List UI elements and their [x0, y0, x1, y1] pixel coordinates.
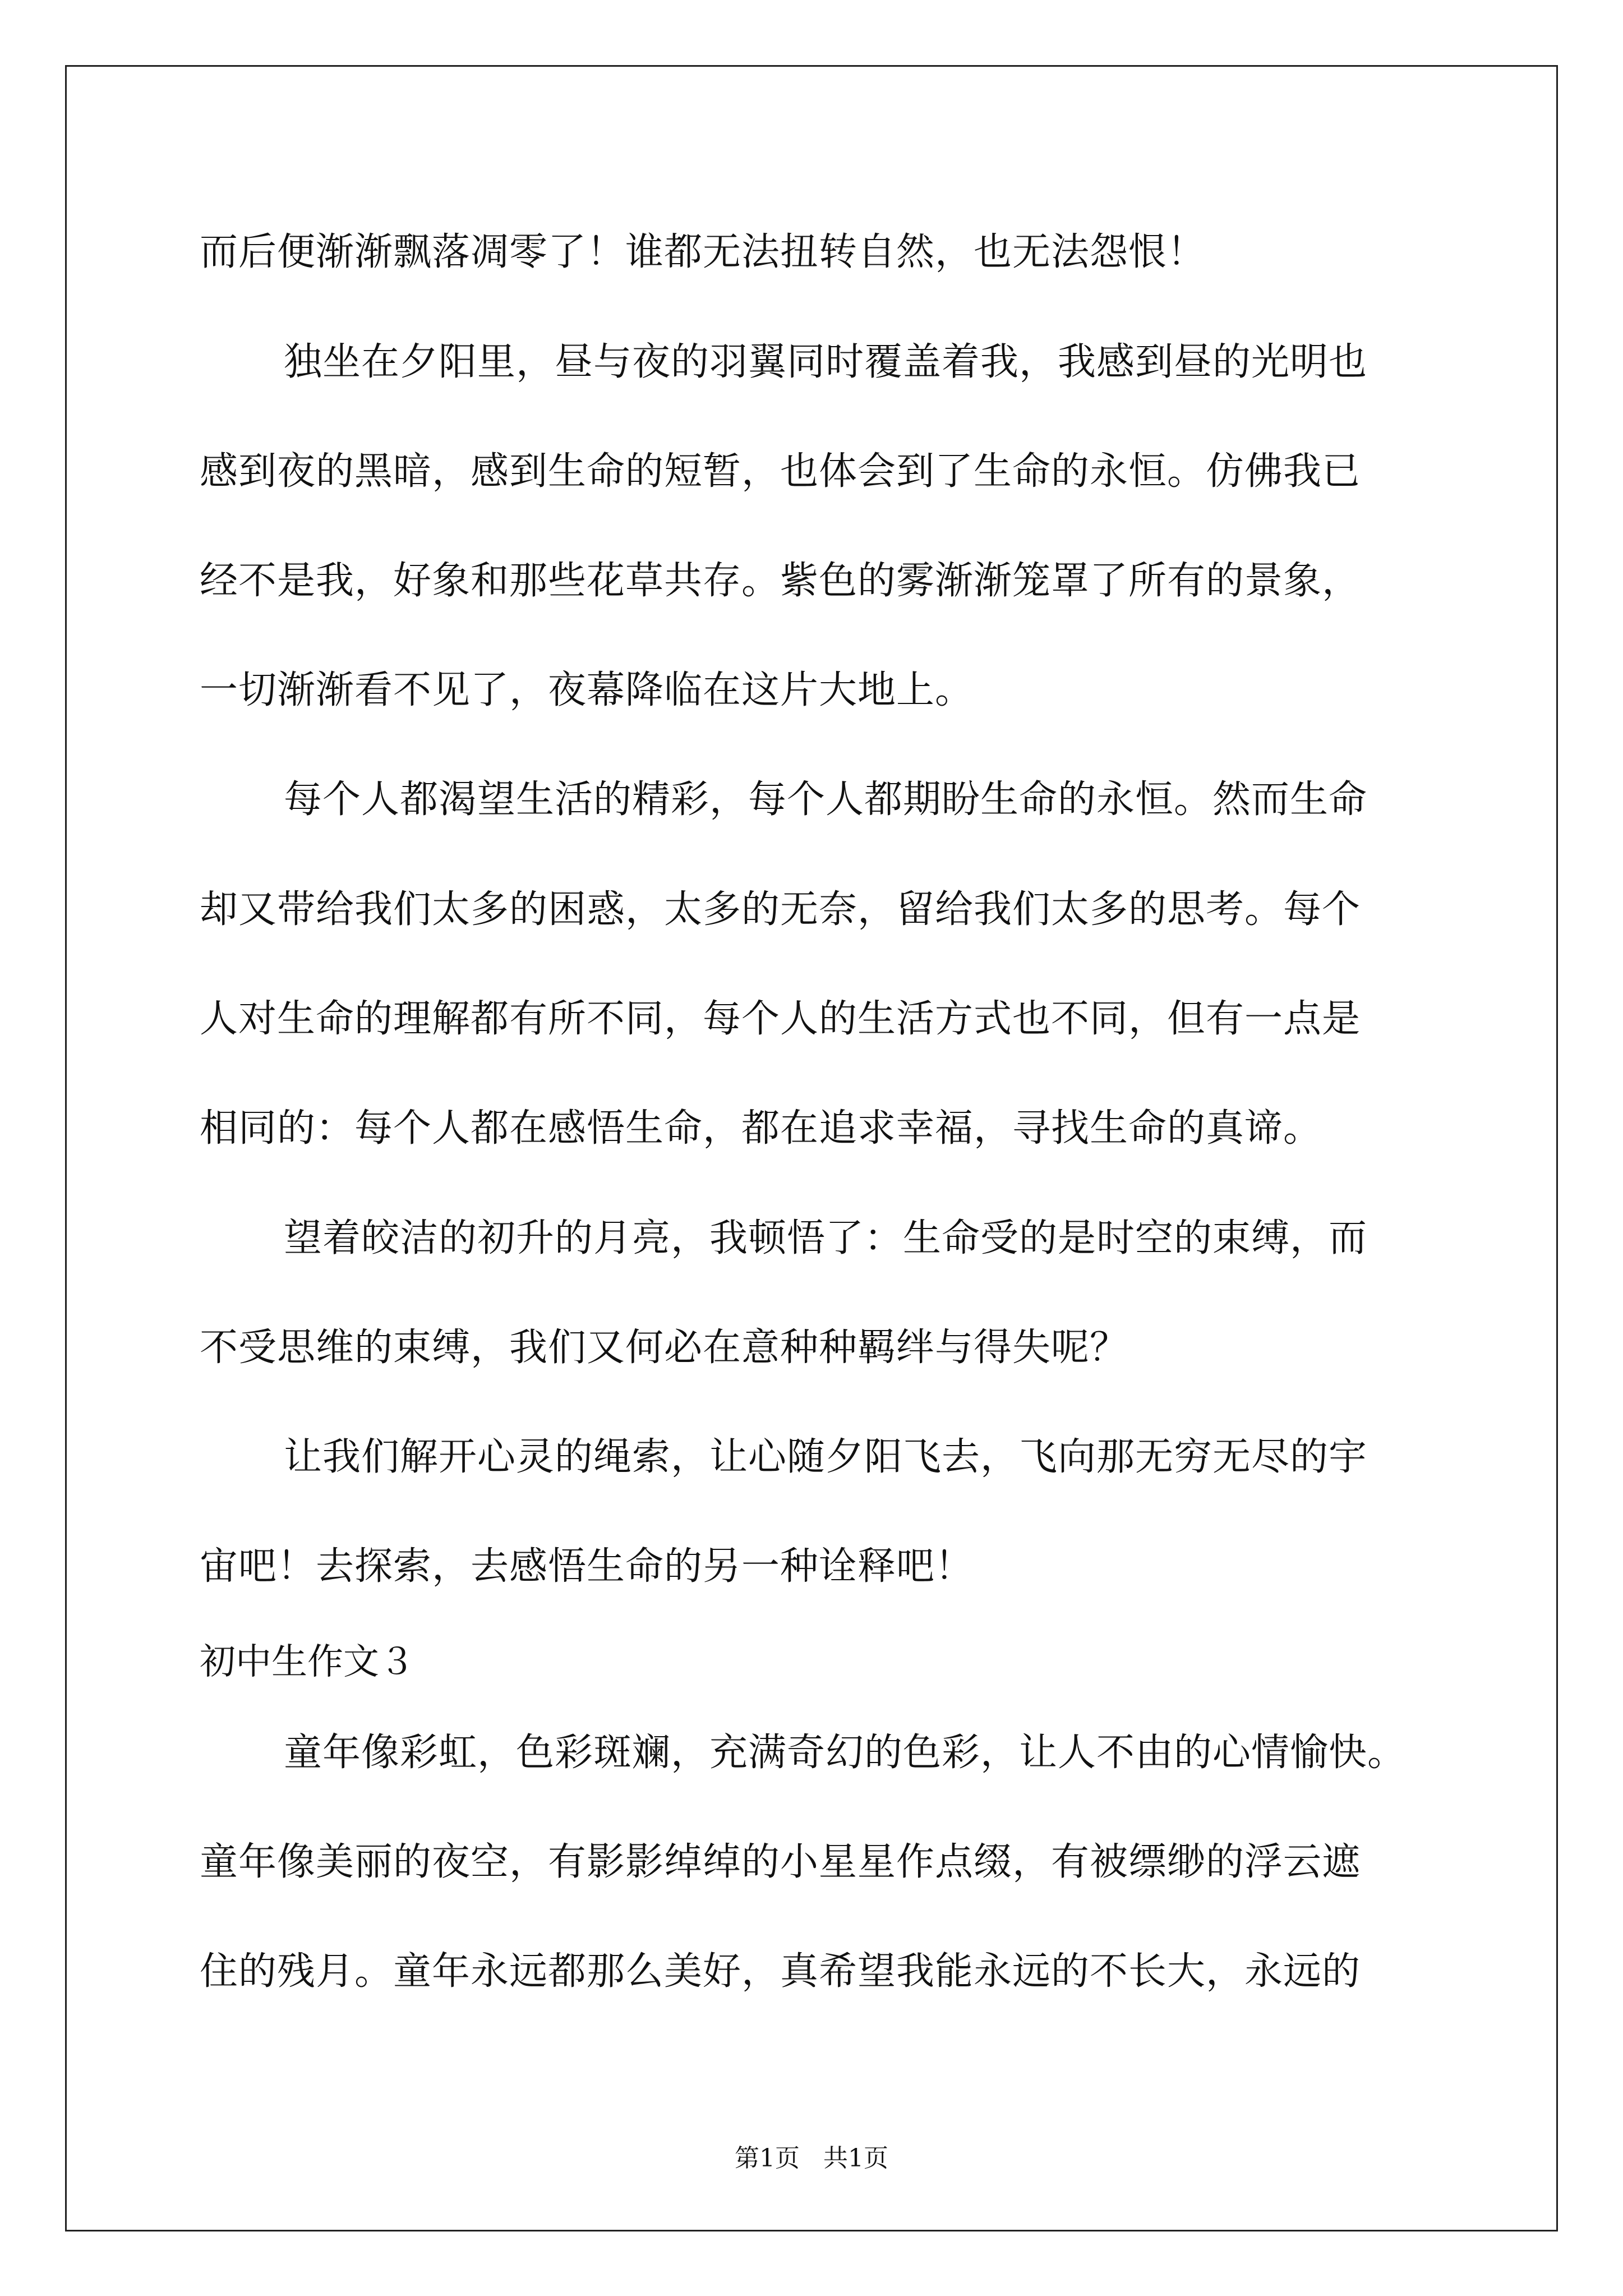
page-footer: 第1页 共1页: [735, 2144, 888, 2173]
text-line-5: 一切渐渐看不见了，夜幕降临在这片大地上。: [200, 668, 974, 712]
text-line-4: 经不是我，好象和那些花草共存。紫色的雾渐渐笼罩了所有的景象，: [200, 559, 1361, 603]
text-line-10: 望着皎洁的初升的月亮，我顿悟了：生命受的是时空的束缚，而: [284, 1216, 1368, 1260]
text-line-2: 独坐在夕阳里，昼与夜的羽翼同时覆盖着我，我感到昼的光明也: [284, 340, 1368, 384]
text-line-17: 住的残月。童年永远都那么美好，真希望我能永远的不长大，永远的: [200, 1949, 1361, 1994]
text-line-15: 童年像彩虹，色彩斑斓，充满奇幻的色彩，让人不由的心情愉快。: [284, 1731, 1407, 1775]
text-line-1: 而后便渐渐飘落凋零了！谁都无法扭转自然，也无法怨恨！: [200, 230, 1206, 274]
text-line-7: 却又带给我们太多的困惑，太多的无奈，留给我们太多的思考。每个: [200, 887, 1361, 932]
text-line-13: 宙吧！去探索，去感悟生命的另一种诠释吧！: [200, 1544, 974, 1589]
text-line-16: 童年像美丽的夜空，有影影绰绰的小星星作点缀，有被缥缈的浮云遮: [200, 1840, 1361, 1884]
section-heading: 初中生作文３: [200, 1641, 415, 1683]
text-line-9: 相同的：每个人都在感悟生命，都在追求幸福，寻找生命的真谛。: [200, 1106, 1322, 1151]
text-line-11: 不受思维的束缚，我们又何必在意种种羁绊与得失呢？: [200, 1326, 1129, 1370]
text-line-8: 人对生命的理解都有所不同，每个人的生活方式也不同，但有一点是: [200, 997, 1361, 1041]
text-line-6: 每个人都渴望生活的精彩，每个人都期盼生命的永恒。然而生命: [284, 777, 1368, 822]
text-line-3: 感到夜的黑暗，感到生命的短暂，也体会到了生命的永恒。仿佛我已: [200, 449, 1361, 494]
text-line-12: 让我们解开心灵的绳索，让心随夕阳飞去，飞向那无穷无尽的宇: [284, 1435, 1368, 1479]
